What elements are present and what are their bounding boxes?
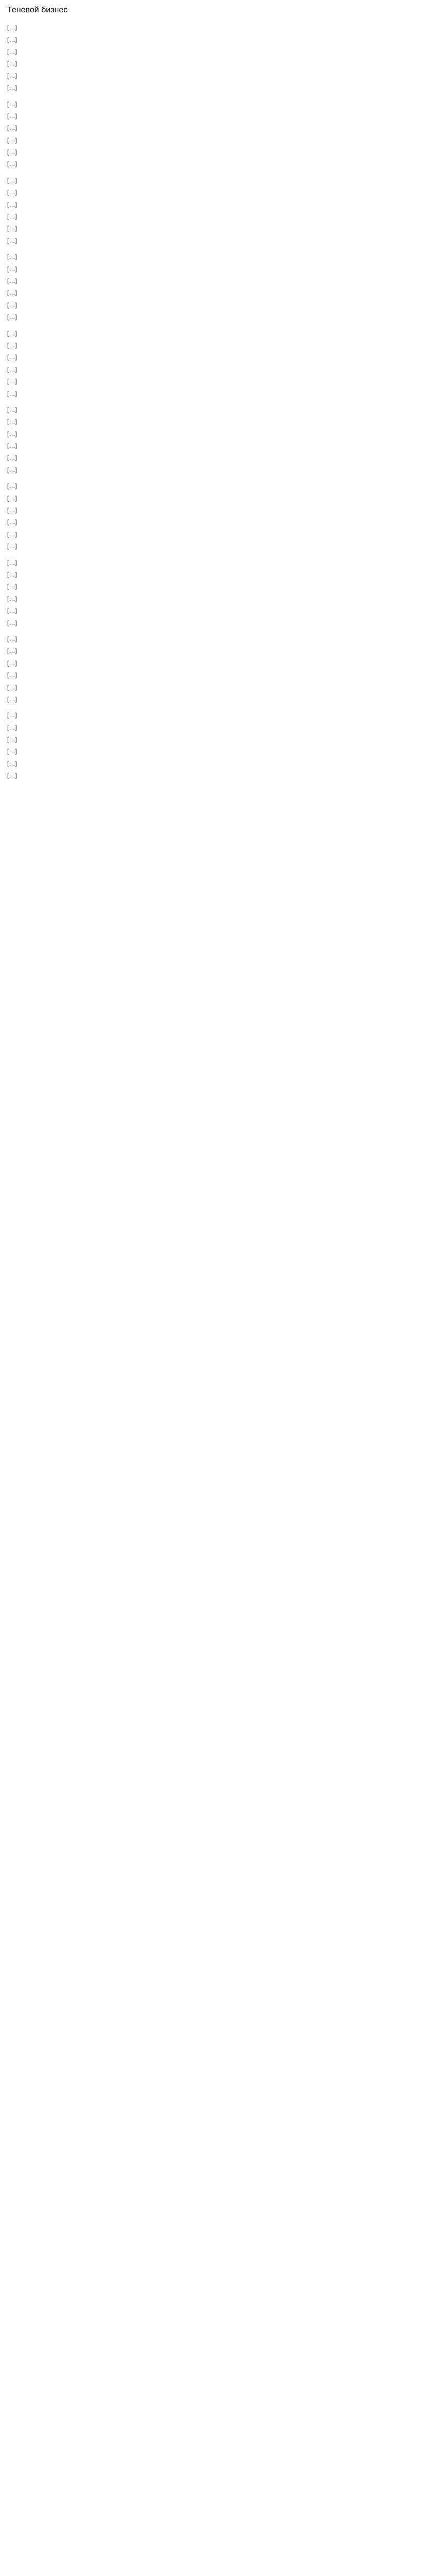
paragraph: […] xyxy=(7,595,17,602)
article-section xyxy=(7,329,264,398)
paragraph: […] xyxy=(7,225,17,232)
paragraph: […] xyxy=(7,124,17,132)
paragraph: […] xyxy=(7,341,17,349)
paragraph: […] xyxy=(7,736,17,743)
paragraph: […] xyxy=(7,253,17,261)
paragraph: […] xyxy=(7,277,17,284)
article-section xyxy=(7,252,264,321)
paragraph: […] xyxy=(7,100,17,108)
paragraph: […] xyxy=(7,329,17,337)
paragraph: […] xyxy=(7,365,17,373)
paragraph: […] xyxy=(7,543,17,550)
paragraph: […] xyxy=(7,301,17,309)
article-section xyxy=(7,635,264,704)
paragraph: […] xyxy=(7,47,17,55)
paragraph: […] xyxy=(7,659,17,667)
paragraph: […] xyxy=(7,160,17,168)
paragraph: […] xyxy=(7,506,17,514)
paragraph: […] xyxy=(7,378,17,385)
paragraph: […] xyxy=(7,671,17,679)
paragraph: […] xyxy=(7,112,17,120)
article-section xyxy=(7,482,264,551)
paragraph: […] xyxy=(7,213,17,221)
article-section xyxy=(7,176,264,245)
page xyxy=(0,0,436,808)
paragraph: […] xyxy=(7,494,17,502)
paragraph: […] xyxy=(7,84,17,92)
paragraph: […] xyxy=(7,389,17,397)
paragraph: […] xyxy=(7,583,17,590)
paragraph: […] xyxy=(7,24,17,31)
paragraph: […] xyxy=(7,36,17,43)
paragraph: […] xyxy=(7,647,17,655)
paragraph: […] xyxy=(7,265,17,273)
article-section xyxy=(7,100,264,169)
paragraph: […] xyxy=(7,418,17,426)
paragraph: […] xyxy=(7,607,17,615)
paragraph: […] xyxy=(7,570,17,578)
paragraph: […] xyxy=(7,772,17,779)
paragraph: […] xyxy=(7,558,17,566)
article-section xyxy=(7,558,264,628)
article-title: Теневой бизнес xyxy=(7,6,68,14)
paragraph: […] xyxy=(7,200,17,208)
paragraph: […] xyxy=(7,711,17,719)
paragraph: […] xyxy=(7,430,17,437)
paragraph: […] xyxy=(7,236,17,244)
paragraph: […] xyxy=(7,635,17,642)
paragraph: […] xyxy=(7,405,17,413)
paragraph: […] xyxy=(7,518,17,526)
paragraph: […] xyxy=(7,748,17,755)
paragraph: […] xyxy=(7,454,17,462)
paragraph: […] xyxy=(7,176,17,184)
paragraph: […] xyxy=(7,683,17,691)
paragraph: […] xyxy=(7,148,17,156)
paragraph: […] xyxy=(7,136,17,144)
paragraph: […] xyxy=(7,289,17,297)
article xyxy=(7,4,264,781)
paragraph: […] xyxy=(7,353,17,361)
paragraph: […] xyxy=(7,759,17,767)
paragraph: […] xyxy=(7,60,17,67)
paragraph: […] xyxy=(7,189,17,196)
paragraph: […] xyxy=(7,442,17,450)
paragraph: […] xyxy=(7,619,17,626)
paragraph: […] xyxy=(7,695,17,703)
article-body xyxy=(7,23,264,780)
paragraph: […] xyxy=(7,530,17,538)
article-section xyxy=(7,711,264,780)
paragraph: […] xyxy=(7,72,17,79)
paragraph: […] xyxy=(7,723,17,731)
paragraph: […] xyxy=(7,313,17,321)
article-section xyxy=(7,405,264,474)
paragraph: […] xyxy=(7,482,17,490)
article-section xyxy=(7,23,264,92)
paragraph: […] xyxy=(7,466,17,473)
